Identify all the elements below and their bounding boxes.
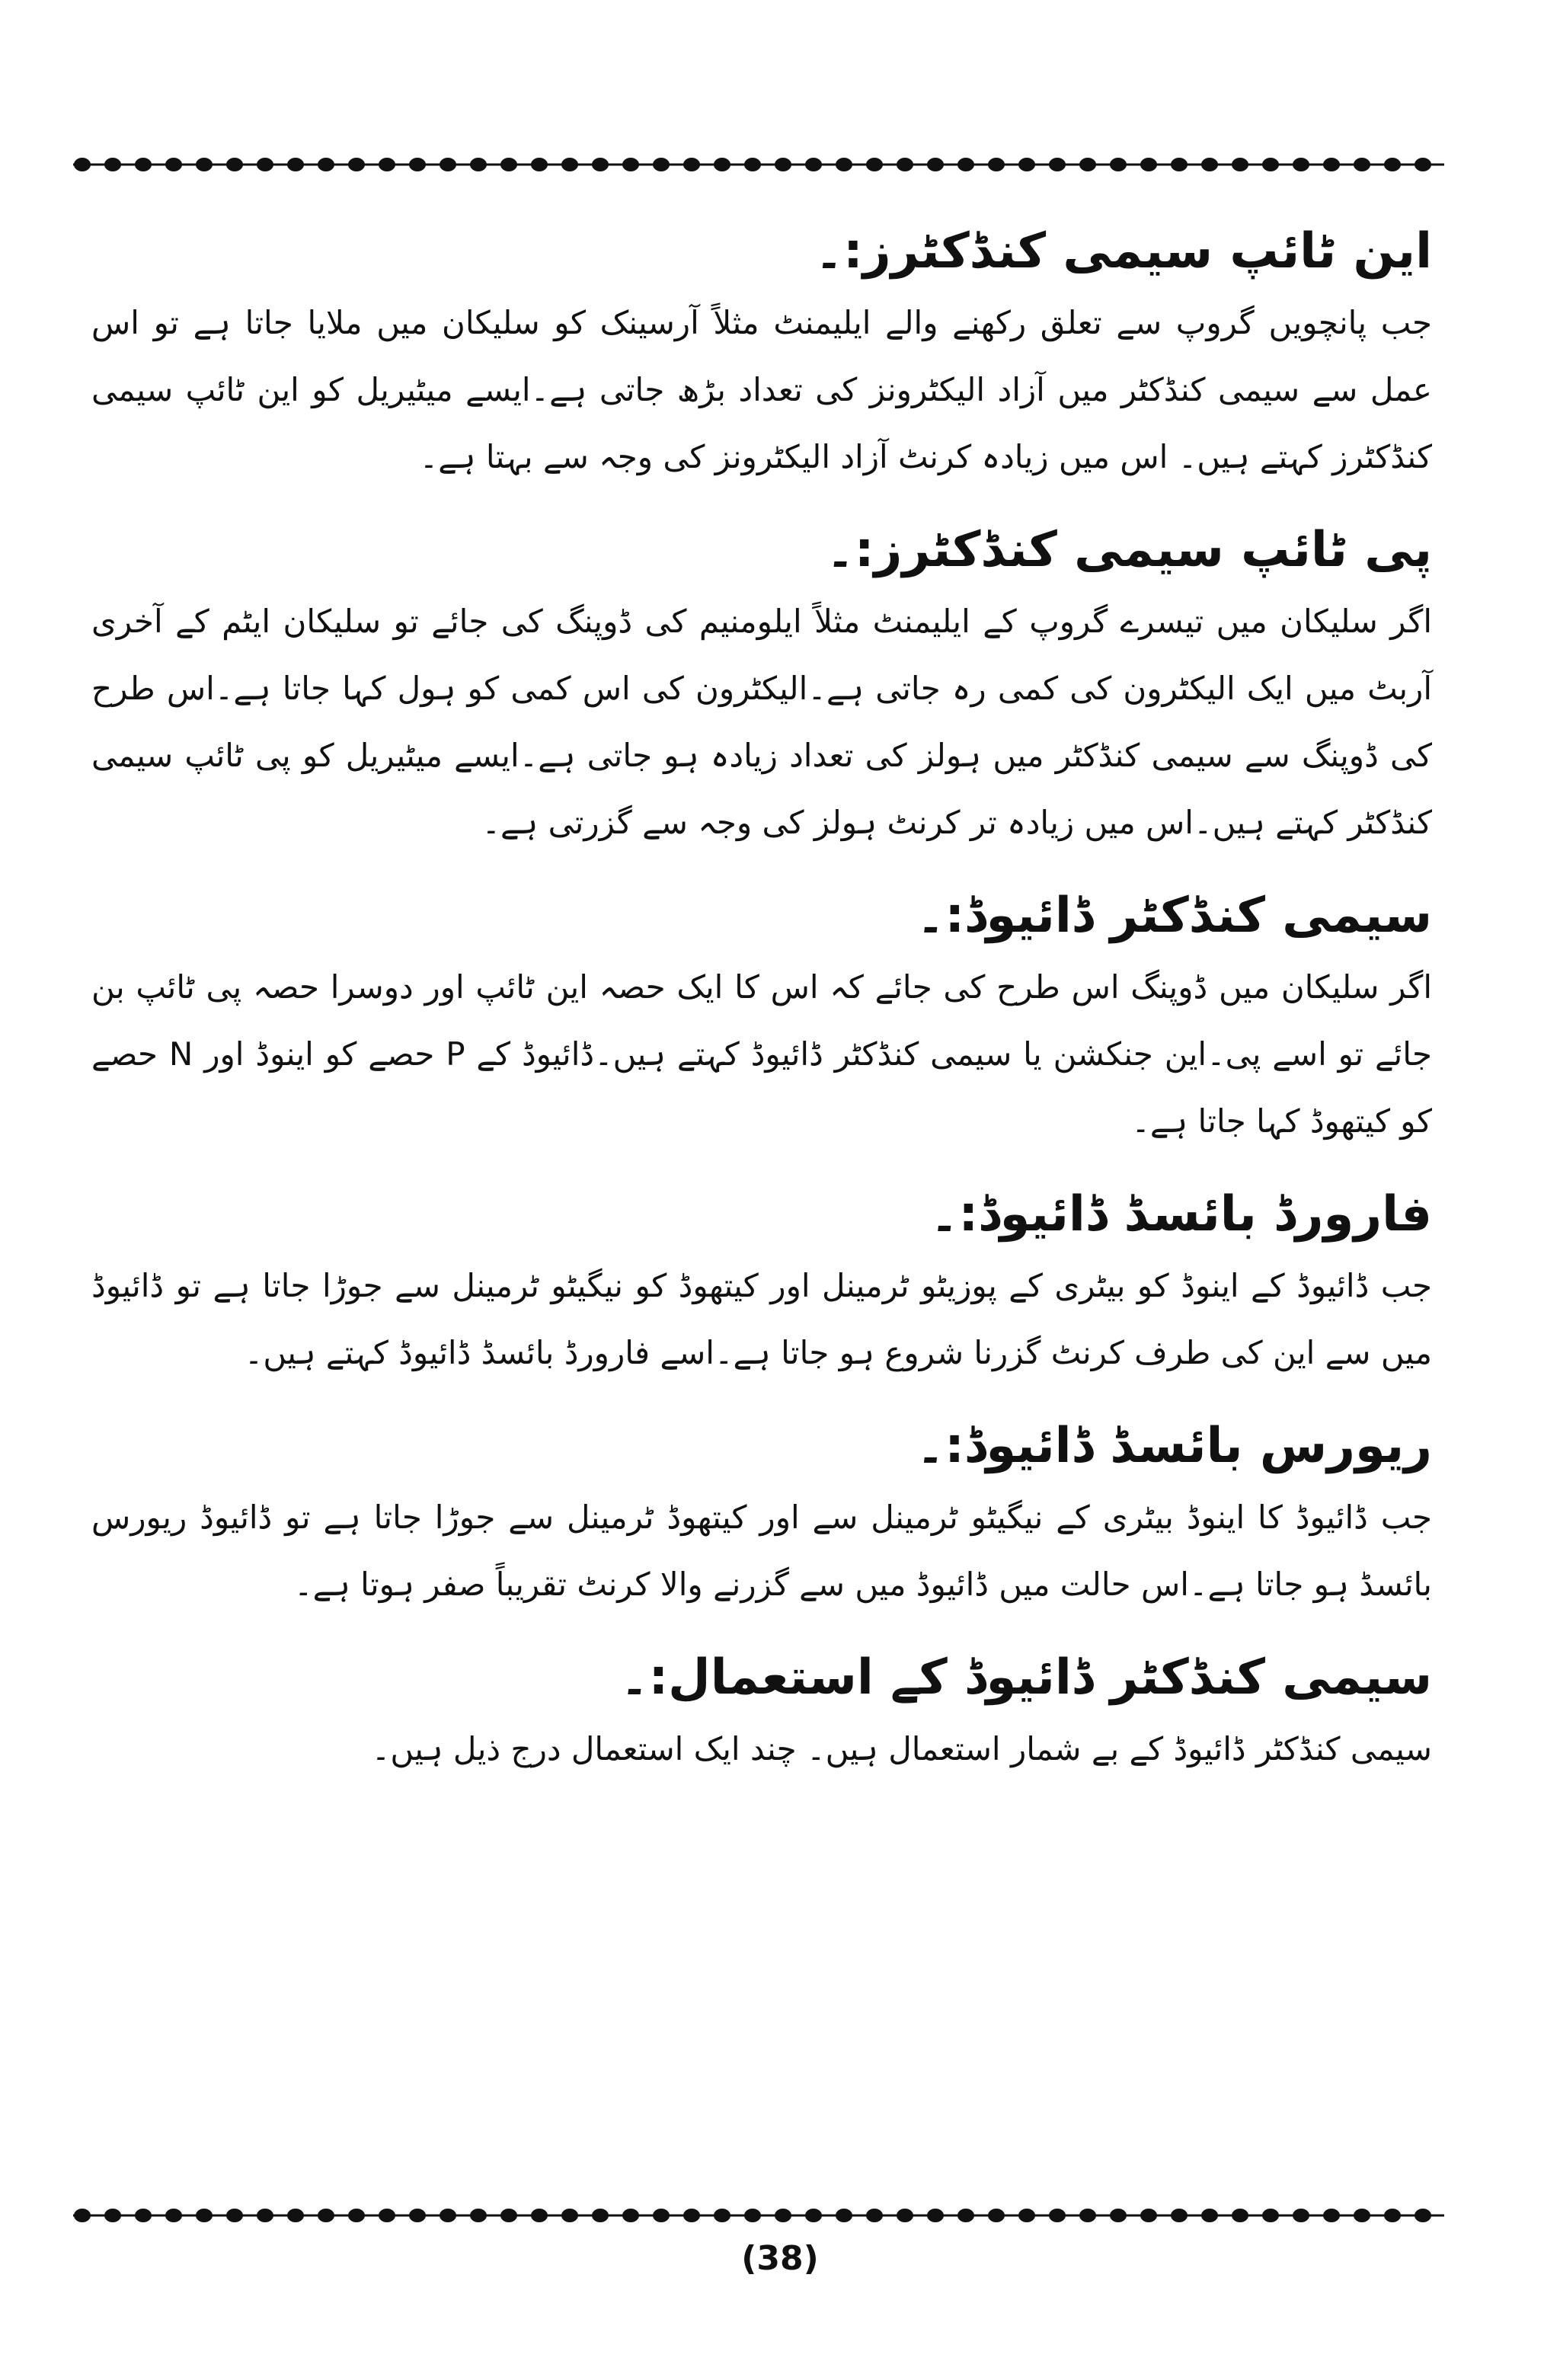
border-dot — [135, 2209, 152, 2222]
border-dot — [379, 158, 395, 171]
border-dot — [74, 158, 91, 171]
border-dot — [561, 158, 578, 171]
border-dot — [196, 2209, 213, 2222]
para-p-type-semiconductors: اگر سلیکان میں تیسرے گروپ کے ایلیمنٹ مثلاً ایلومنیم کی ڈوپنگ کی جائے تو سلیکان ایٹم کے آخری آربٹ میں ایک الیکٹرون کی کمی رہ جاتی ہے۔الیکٹرون کی اس کمی کو ہول کہا جاتا ہے۔اس طرح کی ڈوپنگ سے سیمی کنڈکٹر میں ہولز کی تعداد زیادہ ہو جاتی ہے۔ایسے میٹیریل کو پی ٹائپ سیمی کنڈکٹر کہتے ہیں۔اس میں زیادہ تر کرنٹ ہولز کی وجہ سے گزرتی ہے۔ — [91, 603, 1432, 841]
border-dot — [531, 2209, 548, 2222]
border-dot — [348, 158, 365, 171]
border-dot — [1049, 2209, 1066, 2222]
border-dot — [805, 158, 822, 171]
border-dot — [74, 2209, 91, 2222]
border-dot — [1018, 2209, 1035, 2222]
border-dot — [957, 158, 974, 171]
border-dot — [592, 158, 609, 171]
border-dot — [957, 2209, 974, 2222]
border-dot — [622, 2209, 639, 2222]
border-dot — [836, 2209, 852, 2222]
border-dot — [440, 2209, 456, 2222]
heading-forward-biased-diode: فارورڈ بائسڈ ڈائیوڈ:۔ — [930, 1186, 1432, 1243]
border-dot — [683, 2209, 700, 2222]
para-diode-uses: سیمی کنڈکٹر ڈائیوڈ کے بے شمار استعمال ہیں۔ چند ایک استعمال درج ذیل ہیں۔ — [371, 1730, 1432, 1767]
para-forward-biased-diode: جب ڈائیوڈ کے اینوڈ کو بیٹری کے پوزیٹو ٹرمینل اور کیتھوڈ کو نیگیٹو ٹرمینل سے جوڑا جاتا ہے تو ڈائیوڈ میں سے این کی طرف کرنٹ گزرنا شروع ہو جاتا ہے۔اسے فارورڈ بائسڈ ڈائیوڈ کہتے ہیں۔ — [91, 1267, 1432, 1371]
border-dot — [1354, 158, 1370, 171]
border-dot — [927, 2209, 944, 2222]
border-dot — [653, 158, 670, 171]
border-dot — [1384, 158, 1401, 171]
border-dot — [988, 2209, 1005, 2222]
border-dot — [409, 158, 426, 171]
border-dot — [683, 158, 700, 171]
border-dot — [653, 2209, 670, 2222]
border-dot — [1079, 2209, 1096, 2222]
border-dot — [866, 2209, 883, 2222]
page-number: (38) — [741, 2239, 819, 2278]
border-dot — [165, 2209, 182, 2222]
border-dot — [1110, 2209, 1127, 2222]
border-dot — [1293, 158, 1309, 171]
border-dot — [1171, 158, 1188, 171]
heading-diode-uses: سیمی کنڈکٹر ڈائیوڈ کے استعمال:۔ — [620, 1649, 1432, 1706]
section-diode — [91, 878, 1447, 1155]
heading-reverse-biased-diode: ریورس بائسڈ ڈائیوڈ:۔ — [916, 1418, 1432, 1474]
border-dot — [226, 158, 243, 171]
border-dot — [1171, 2209, 1188, 2222]
border-dot — [714, 158, 730, 171]
border-dot — [988, 158, 1005, 171]
border-dot — [226, 2209, 243, 2222]
border-dot — [440, 158, 456, 171]
border-dot — [1110, 158, 1127, 171]
border-dot — [927, 158, 944, 171]
section-n-type — [91, 213, 1447, 491]
border-dot — [470, 2209, 487, 2222]
border-dot — [1262, 158, 1279, 171]
border-dot — [1201, 2209, 1218, 2222]
border-dot — [1079, 158, 1096, 171]
section-reverse-biased — [91, 1408, 1447, 1618]
border-dot — [805, 2209, 822, 2222]
bottom-decorative-border — [73, 2200, 1444, 2231]
para-n-type-semiconductors: جب پانچویں گروپ سے تعلق رکھنے والے ایلیمنٹ مثلاً آرسینک کو سلیکان میں ملایا جاتا ہے تو اس عمل سے سیمی کنڈکٹر میں آزاد الیکٹرونز کی تعداد بڑھ جاتی ہے۔ایسے میٹیریل کو این ٹائپ سیمی کنڈکٹرز کہتے ہیں۔ اس میں زیادہ کرنٹ آزاد الیکٹرونز کی وجہ سے بہتا ہے۔ — [91, 304, 1432, 475]
border-dot — [1323, 158, 1340, 171]
border-dot — [257, 158, 273, 171]
border-dot — [196, 158, 213, 171]
border-dot — [257, 2209, 273, 2222]
border-dot — [531, 158, 548, 171]
border-dot — [1232, 2209, 1248, 2222]
border-dot — [135, 158, 152, 171]
border-dot — [744, 158, 761, 171]
heading-p-type-semiconductors: پی ٹائپ سیمی کنڈکٹرز:۔ — [826, 522, 1432, 578]
border-dot — [744, 2209, 761, 2222]
border-dot — [500, 2209, 517, 2222]
border-dot — [1415, 158, 1431, 171]
para-reverse-biased-diode: جب ڈائیوڈ کا اینوڈ بیٹری کے نیگیٹو ٹرمینل سے اور کیتھوڈ ٹرمینل سے جوڑا جاتا ہے تو ڈائیوڈ ریورس بائسڈ ہو جاتا ہے۔اس حالت میں ڈائیوڈ میں سے گزرنے والا کرنٹ تقریباً صفر ہوتا ہے۔ — [91, 1499, 1432, 1603]
heading-semiconductor-diode: سیمی کنڈکٹر ڈائیوڈ:۔ — [916, 888, 1432, 944]
border-dot — [318, 158, 334, 171]
border-dot — [714, 2209, 730, 2222]
border-dot — [379, 2209, 395, 2222]
border-dot — [1415, 2209, 1431, 2222]
section-p-type — [91, 512, 1447, 856]
border-dot — [500, 158, 517, 171]
border-dot — [897, 158, 913, 171]
border-dot — [470, 158, 487, 171]
border-dot — [318, 2209, 334, 2222]
para-semiconductor-diode: اگر سلیکان میں ڈوپنگ اس طرح کی جائے کہ اس کا ایک حصہ این ٹائپ اور دوسرا حصہ پی ٹائپ بن جائے تو اسے پی۔این جنکشن یا سیمی کنڈکٹر ڈائیوڈ کہتے ہیں۔ڈائیوڈ کے P حصے کو اینوڈ اور N حصے کو کیتھوڈ کہا جاتا ہے۔ — [91, 968, 1432, 1140]
border-dot — [348, 2209, 365, 2222]
border-dot — [1018, 158, 1035, 171]
border-dot — [1140, 2209, 1157, 2222]
border-dot — [1201, 158, 1218, 171]
border-dot — [1384, 2209, 1401, 2222]
border-dot — [561, 2209, 578, 2222]
heading-n-type-semiconductors: این ٹائپ سیمی کنڈکٹرز:۔ — [814, 223, 1432, 280]
border-dot — [1232, 158, 1248, 171]
main-content — [91, 213, 1447, 1804]
border-dot — [1140, 158, 1157, 171]
section-diode-uses — [91, 1639, 1447, 1783]
dot-border-top — [73, 149, 1444, 180]
section-forward-biased — [91, 1176, 1447, 1387]
border-dot — [165, 158, 182, 171]
border-dot — [866, 158, 883, 171]
border-dot — [287, 2209, 304, 2222]
border-dot — [1262, 2209, 1279, 2222]
top-decorative-border — [73, 149, 1444, 180]
border-dot — [775, 2209, 791, 2222]
border-dot — [775, 158, 791, 171]
border-dot — [104, 2209, 121, 2222]
border-dot — [897, 2209, 913, 2222]
border-dot — [1049, 158, 1066, 171]
border-dot — [287, 158, 304, 171]
dot-border-bottom — [73, 2200, 1444, 2231]
border-dot — [1354, 2209, 1370, 2222]
border-dot — [622, 158, 639, 171]
border-dot — [409, 2209, 426, 2222]
border-dot — [592, 2209, 609, 2222]
border-dot — [104, 158, 121, 171]
border-dot — [1293, 2209, 1309, 2222]
border-dot — [836, 158, 852, 171]
border-dot — [1323, 2209, 1340, 2222]
